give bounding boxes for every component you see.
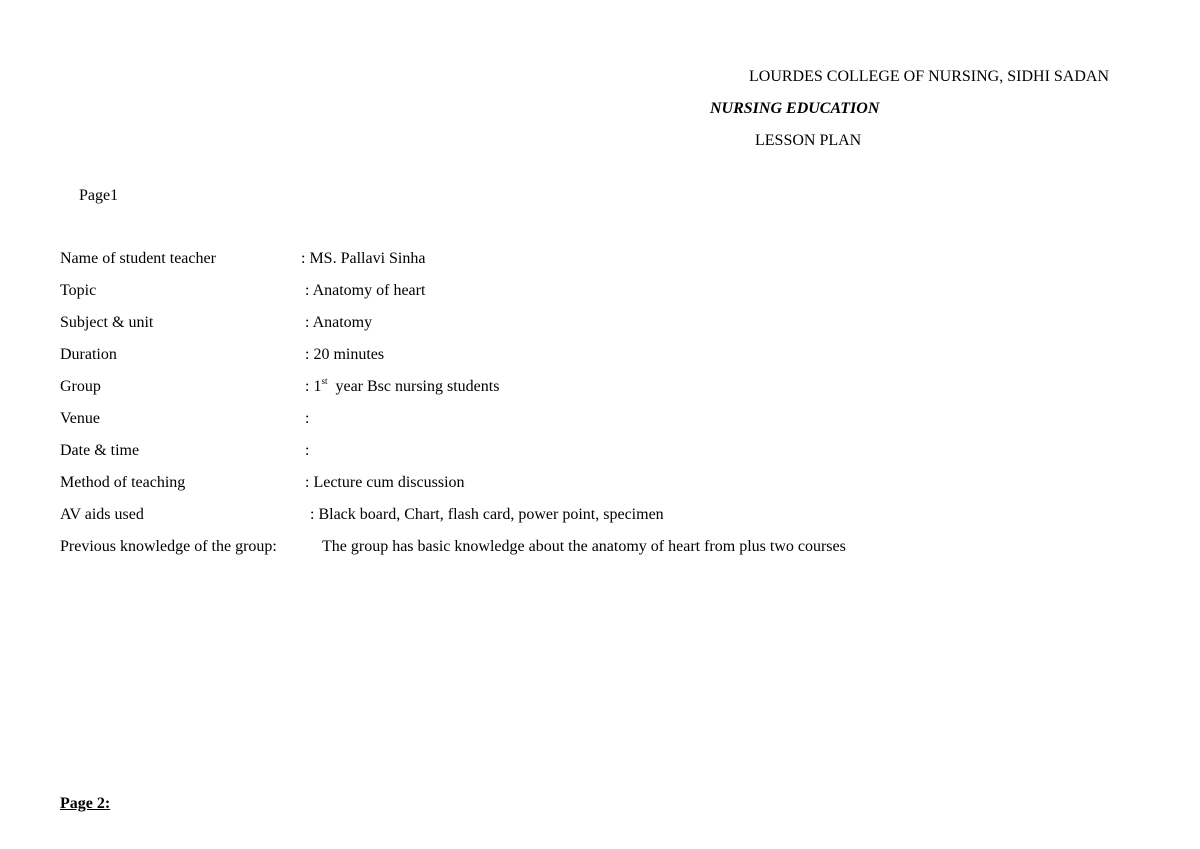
subject-value: : Anatomy [305,314,373,331]
date-time-label: Date & time [60,442,140,459]
page-2-label: Page 2: [60,795,111,812]
department-title: NURSING EDUCATION [710,100,880,117]
subject-label: Subject & unit [60,314,154,331]
method-label: Method of teaching [60,474,186,491]
av-aids-label: AV aids used [60,506,144,523]
group-value-ordinal: st [321,376,328,386]
page-1-label: Page1 [79,187,119,204]
duration-value: : 20 minutes [305,346,385,363]
topic-label: Topic [60,282,97,299]
venue-value: : [305,410,310,427]
student-teacher-value: : MS. Pallavi Sinha [301,250,426,267]
previous-knowledge-label: Previous knowledge of the group: [60,538,277,555]
venue-label: Venue [60,410,100,427]
av-aids-value: : Black board, Chart, flash card, power point, specimen [310,506,664,523]
document-type: LESSON PLAN [755,132,862,149]
group-value-suffix: year Bsc nursing students [327,378,500,395]
method-value: : Lecture cum discussion [305,474,465,491]
duration-label: Duration [60,346,117,363]
student-teacher-label: Name of student teacher [60,250,216,267]
group-value-prefix: : 1 [305,378,322,395]
group-value [305,376,500,395]
previous-knowledge-value: The group has basic knowledge about the anatomy of heart from plus two courses [322,538,846,555]
group-label: Group [60,378,101,395]
college-name: LOURDES COLLEGE OF NURSING, SIDHI SADAN [749,68,1110,85]
topic-value: : Anatomy of heart [305,282,426,299]
date-time-value: : [305,442,310,459]
